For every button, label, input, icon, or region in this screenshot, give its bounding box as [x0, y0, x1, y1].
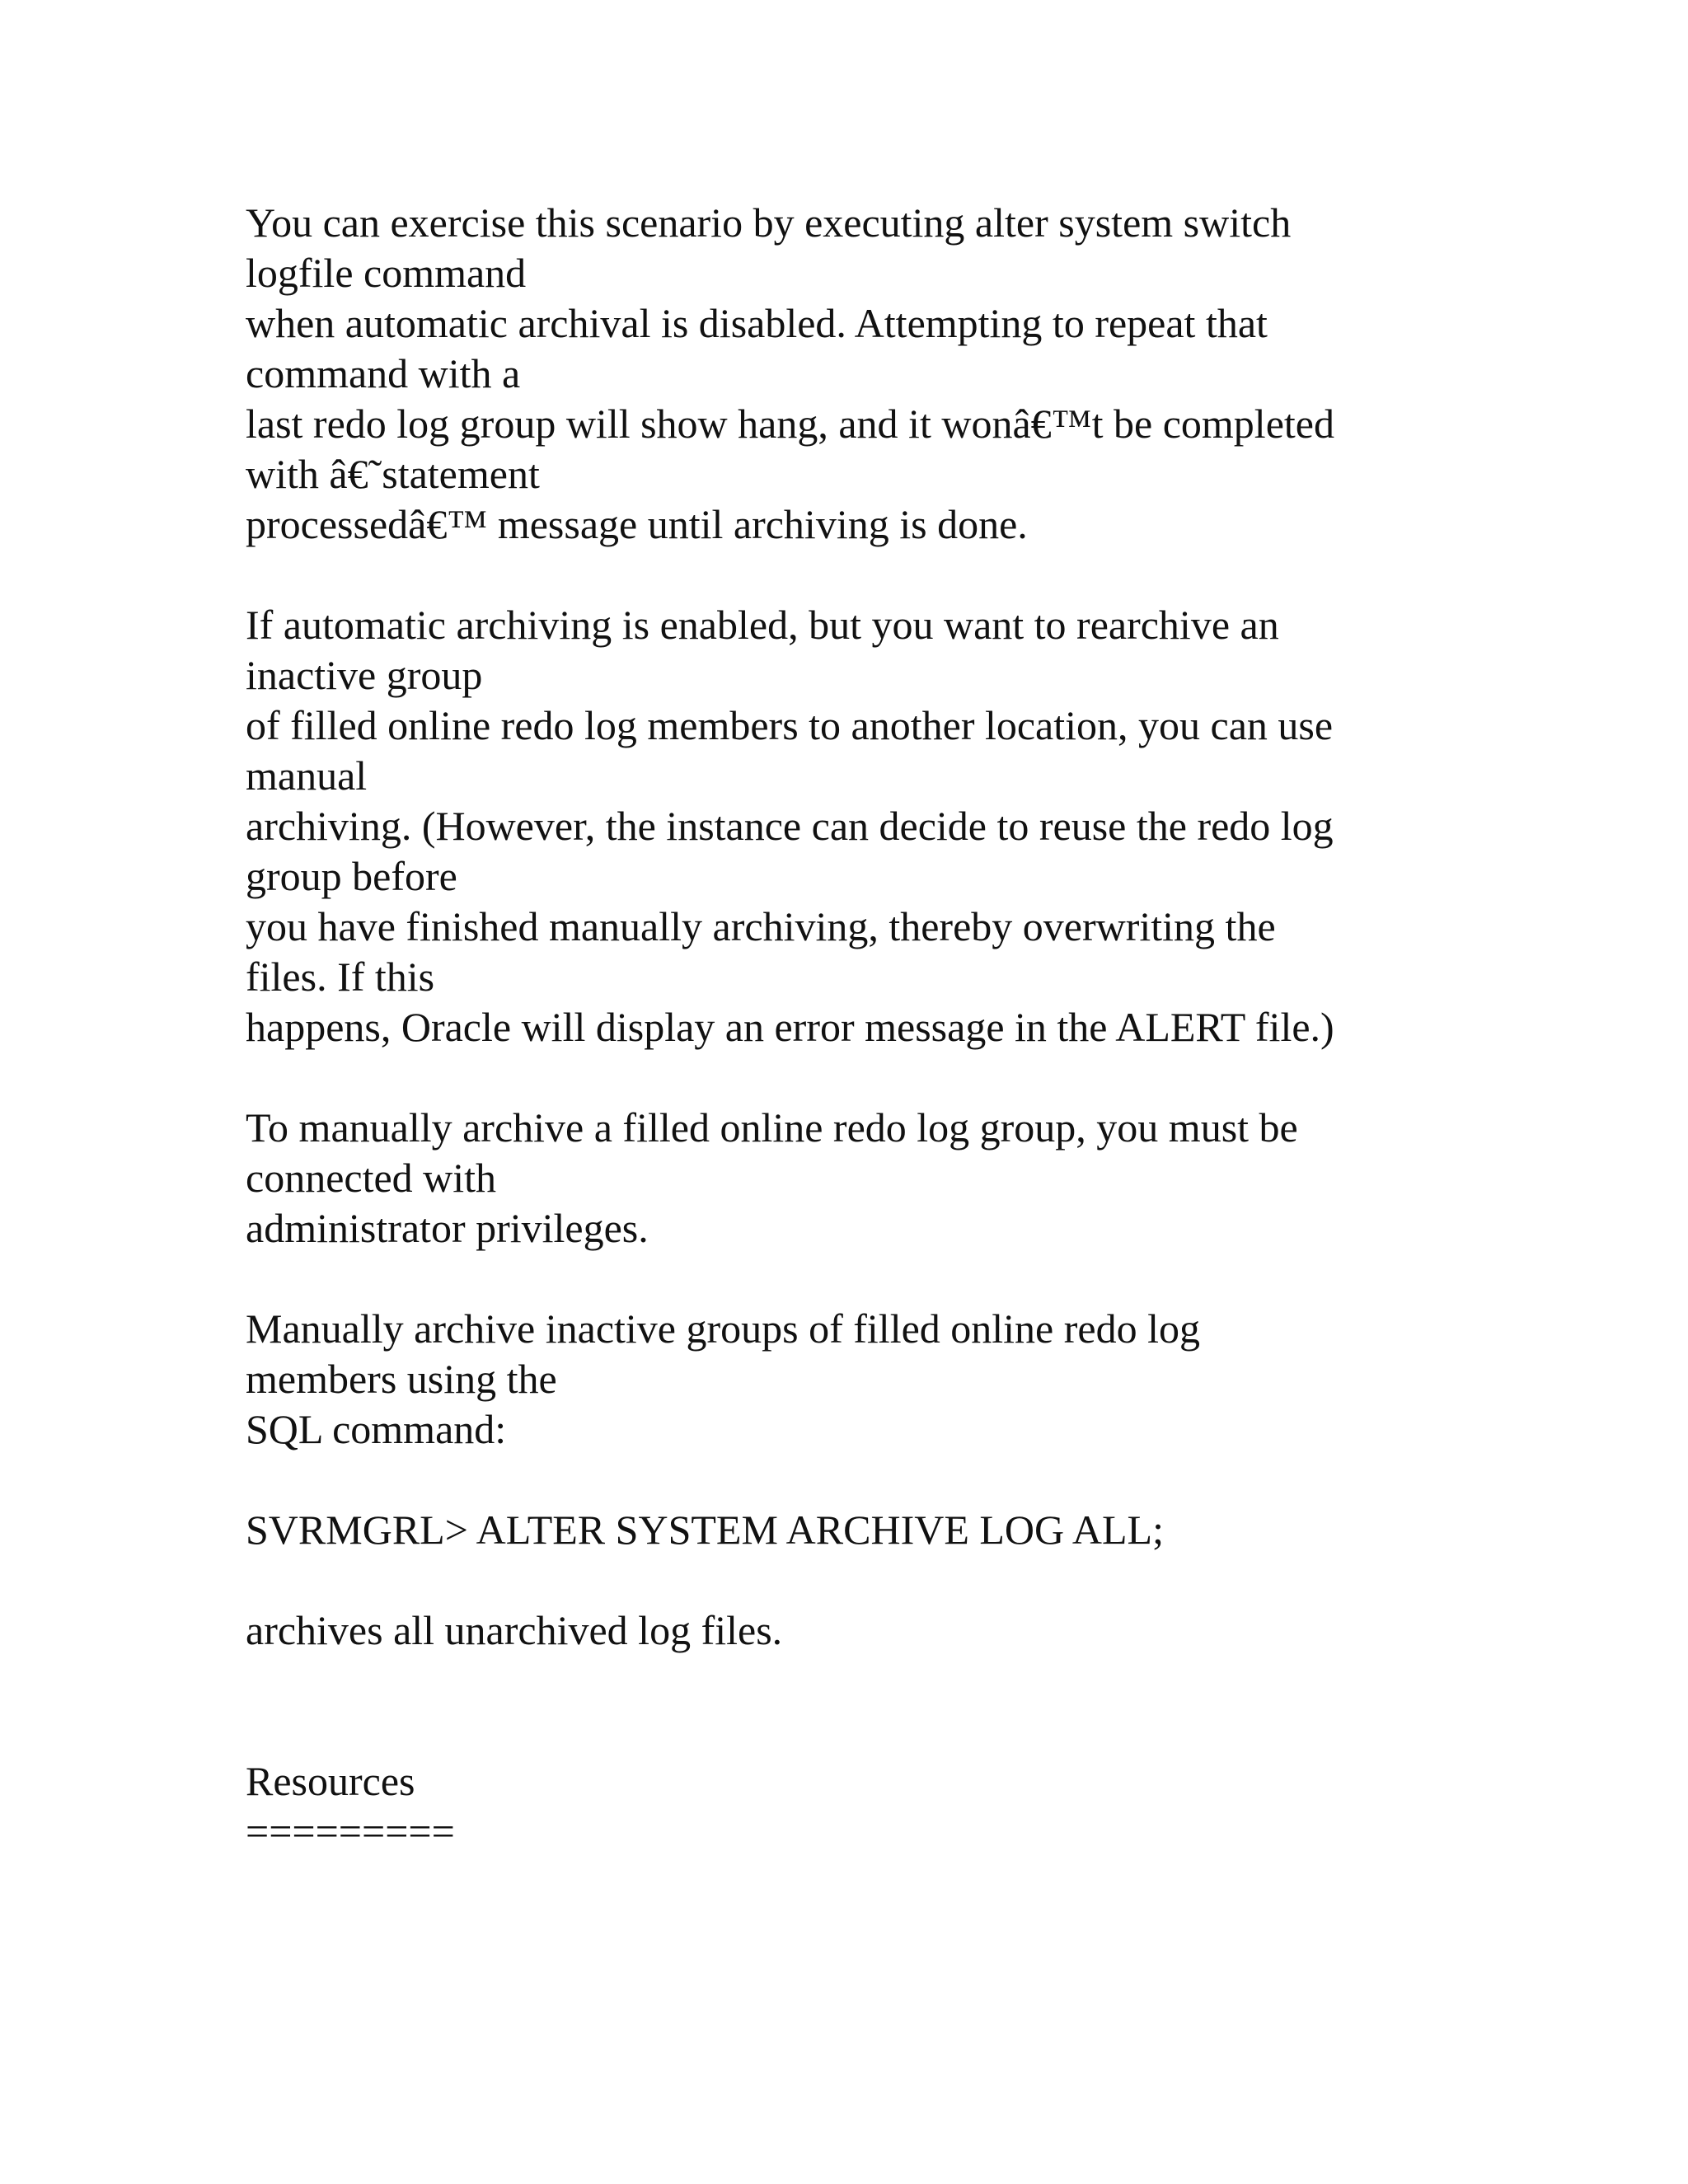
text-line: SQL command: [246, 1406, 507, 1452]
text-line: logfile command [246, 250, 527, 296]
text-line: manual [246, 752, 368, 799]
text-line: group before [246, 853, 457, 899]
text-line: of filled online redo log members to another location, you can use [246, 702, 1334, 748]
text-line: If automatic archiving is enabled, but you want to rearchive an [246, 602, 1279, 648]
section-heading-resources: Resources [246, 1758, 415, 1804]
text-line: administrator privileges. [246, 1205, 649, 1251]
text-line: archiving. (However, the instance can decide to reuse the redo log [246, 803, 1334, 849]
heading-underline: ========= [246, 1808, 455, 1854]
blank-line [246, 1706, 1449, 1756]
text-line: You can exercise this scenario by executing alter system switch [246, 199, 1292, 246]
text-line: processedâ€™ message until archiving is done. [246, 501, 1028, 547]
sql-command-line: SVRMGRL> ALTER SYSTEM ARCHIVE LOG ALL; [246, 1507, 1164, 1553]
text-line: when automatic archival is disabled. Attempting to repeat that [246, 300, 1268, 346]
document-body [246, 198, 1449, 1857]
text-line: members using the [246, 1356, 557, 1402]
text-line: files. If this [246, 954, 435, 1000]
blank-line [246, 550, 1449, 600]
text-line: happens, Oracle will display an error message in the ALERT file.) [246, 1004, 1334, 1050]
text-line: you have finished manually archiving, thereby overwriting the [246, 903, 1276, 949]
blank-line [246, 1254, 1449, 1304]
text-line: To manually archive a filled online redo log group, you must be [246, 1104, 1298, 1151]
blank-line [246, 1455, 1449, 1505]
text-line: archives all unarchived log files. [246, 1607, 783, 1653]
blank-line [246, 1656, 1449, 1706]
blank-line [246, 1555, 1449, 1605]
blank-line [246, 1052, 1449, 1103]
text-line: Manually archive inactive groups of filled online redo log [246, 1305, 1200, 1352]
text-line: inactive group [246, 652, 483, 698]
text-line: connected with [246, 1155, 497, 1201]
text-line: last redo log group will show hang, and it wonâ€™t be completed [246, 401, 1334, 447]
text-line: with â€˜statement [246, 451, 540, 497]
text-line: command with a [246, 350, 521, 396]
